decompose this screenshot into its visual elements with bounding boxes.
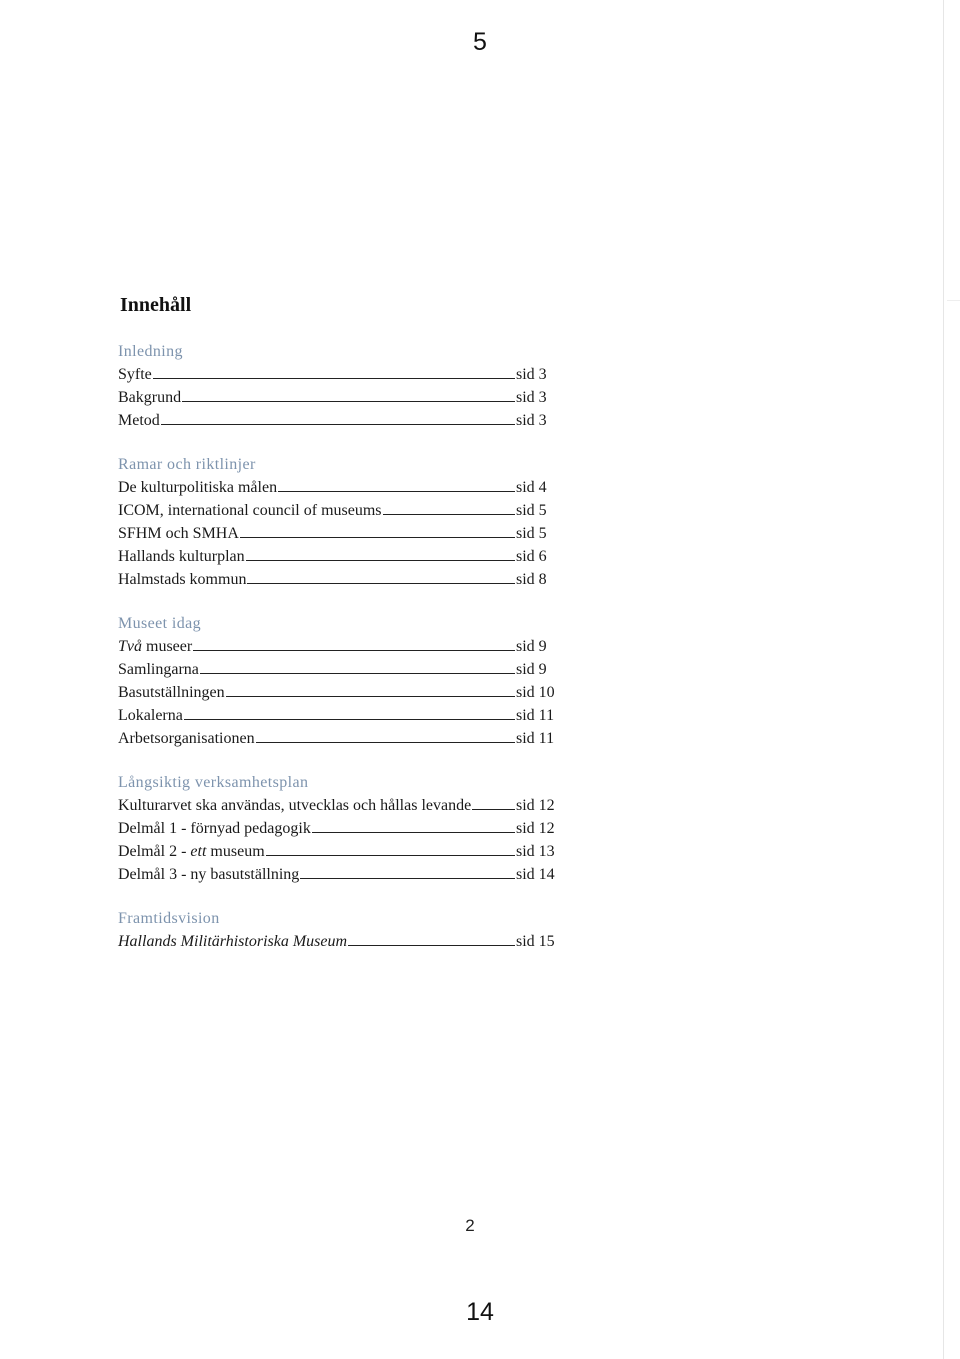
entry-label bbox=[118, 635, 192, 658]
section-heading: Framtidsvision bbox=[118, 910, 220, 927]
header-page-number: 5 bbox=[473, 28, 487, 56]
toc-entry bbox=[118, 840, 558, 863]
section-heading: Långsiktig verksamhetsplan bbox=[118, 774, 309, 791]
leader-line bbox=[182, 386, 515, 402]
leader-line bbox=[266, 840, 515, 856]
entry-page: sid 5 bbox=[516, 525, 547, 542]
toc-section-inledning bbox=[118, 340, 558, 432]
entry-label: Metod bbox=[118, 412, 160, 429]
leader-line bbox=[278, 476, 515, 492]
entry-page: sid 15 bbox=[516, 933, 555, 950]
leader-line bbox=[348, 930, 515, 946]
entry-label: Delmål 1 - förnyad pedagogik bbox=[118, 820, 311, 837]
leader-line bbox=[184, 704, 515, 720]
entry-page: sid 11 bbox=[516, 730, 555, 747]
table-of-contents bbox=[118, 340, 558, 974]
toc-entry bbox=[118, 704, 558, 727]
entry-page: sid 13 bbox=[516, 843, 555, 860]
entry-page: sid 12 bbox=[516, 797, 555, 814]
leader-line bbox=[472, 794, 515, 810]
toc-section-ramar bbox=[118, 453, 558, 591]
toc-entry bbox=[118, 658, 558, 681]
leader-line bbox=[247, 568, 515, 584]
entry-label: Delmål 3 - ny basutställning bbox=[118, 866, 300, 883]
entry-page: sid 12 bbox=[516, 820, 555, 837]
toc-section-museet-idag bbox=[118, 612, 558, 750]
toc-entry bbox=[118, 635, 558, 658]
leader-line bbox=[312, 817, 515, 833]
section-heading: Ramar och riktlinjer bbox=[118, 456, 256, 473]
toc-title: Innehåll bbox=[120, 294, 192, 316]
entry-label: Halmstads kommun bbox=[118, 571, 247, 588]
entry-page: sid 3 bbox=[516, 366, 547, 383]
entry-page: sid 3 bbox=[516, 412, 547, 429]
leader-line bbox=[300, 863, 515, 879]
entry-page: sid 9 bbox=[516, 661, 547, 678]
leader-line bbox=[383, 499, 515, 515]
entry-label: Syfte bbox=[118, 366, 152, 383]
leader-line bbox=[226, 681, 515, 697]
toc-entry bbox=[118, 499, 558, 522]
entry-label: Basutställningen bbox=[118, 684, 225, 701]
entry-page: sid 4 bbox=[516, 479, 547, 496]
toc-entry bbox=[118, 568, 558, 591]
toc-entry bbox=[118, 930, 558, 953]
entry-label-rest: museer bbox=[142, 638, 193, 655]
leader-line bbox=[256, 727, 515, 743]
entry-label: Bakgrund bbox=[118, 389, 182, 406]
entry-page: sid 6 bbox=[516, 548, 547, 565]
entry-label: Samlingarna bbox=[118, 661, 199, 678]
entry-page: sid 9 bbox=[516, 638, 547, 655]
toc-entry bbox=[118, 727, 558, 750]
toc-entry bbox=[118, 386, 558, 409]
leader-line bbox=[246, 545, 515, 561]
entry-label-emphasis: ett bbox=[190, 843, 207, 860]
toc-entry bbox=[118, 681, 558, 704]
entry-page: sid 5 bbox=[516, 502, 547, 519]
entry-label: Kulturarvet ska användas, utvecklas och hållas levande bbox=[118, 797, 472, 814]
toc-entry bbox=[118, 545, 558, 568]
entry-label: Hallands Militärhistoriska Museum bbox=[118, 933, 348, 950]
toc-entry bbox=[118, 363, 558, 386]
toc-section-verksamhetsplan bbox=[118, 771, 558, 886]
scan-edge-mark bbox=[947, 300, 960, 301]
leader-line bbox=[200, 658, 515, 674]
toc-entry bbox=[118, 794, 558, 817]
leader-line bbox=[193, 635, 515, 651]
entry-label bbox=[118, 840, 265, 863]
footer-page-number: 14 bbox=[466, 1298, 494, 1326]
entry-page: sid 14 bbox=[516, 866, 555, 883]
entry-label: Arbetsorganisationen bbox=[118, 730, 255, 747]
entry-label-rest: museum bbox=[206, 843, 265, 860]
entry-label: Hallands kulturplan bbox=[118, 548, 245, 565]
toc-section-framtidsvision bbox=[118, 907, 558, 953]
entry-label: SFHM och SMHA bbox=[118, 525, 239, 542]
leader-line bbox=[153, 363, 515, 379]
entry-page: sid 10 bbox=[516, 684, 555, 701]
section-heading: Inledning bbox=[118, 343, 183, 360]
toc-entry bbox=[118, 476, 558, 499]
toc-entry bbox=[118, 817, 558, 840]
entry-page: sid 3 bbox=[516, 389, 547, 406]
toc-entry bbox=[118, 863, 558, 886]
folio-number: 2 bbox=[465, 1216, 475, 1235]
section-heading: Museet idag bbox=[118, 615, 202, 632]
toc-entry bbox=[118, 409, 558, 432]
entry-label: De kulturpolitiska målen bbox=[118, 479, 278, 496]
entry-label: ICOM, international council of museums bbox=[118, 502, 382, 519]
entry-label-emphasis: Två bbox=[118, 638, 142, 655]
leader-line bbox=[161, 409, 515, 425]
scan-edge-line bbox=[943, 0, 944, 1359]
toc-entry bbox=[118, 522, 558, 545]
entry-page: sid 8 bbox=[516, 571, 547, 588]
entry-label: Lokalerna bbox=[118, 707, 183, 724]
entry-label-prefix: Delmål 2 - bbox=[118, 843, 191, 860]
leader-line bbox=[240, 522, 515, 538]
entry-page: sid 11 bbox=[516, 707, 555, 724]
